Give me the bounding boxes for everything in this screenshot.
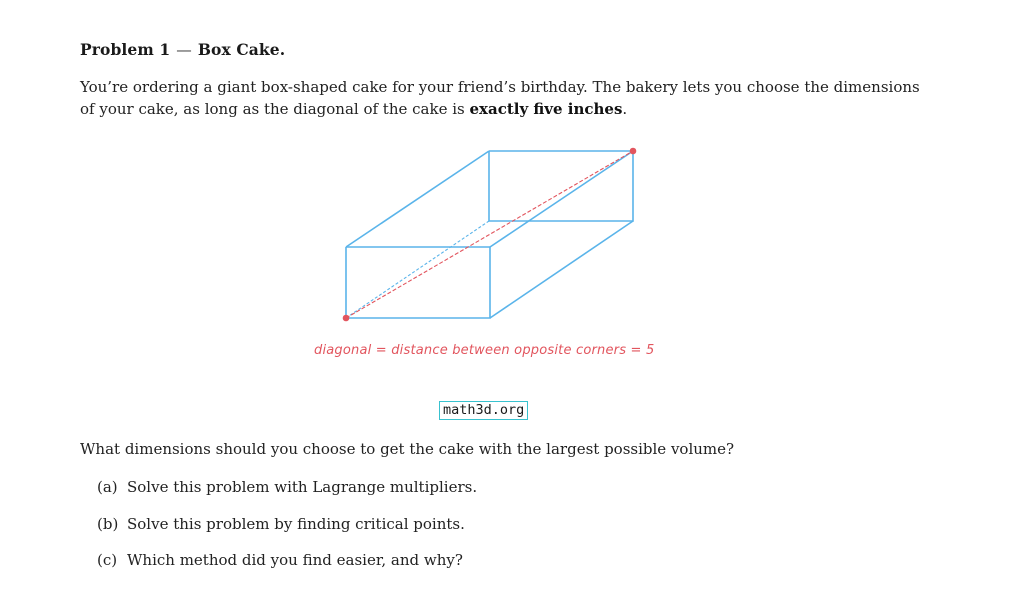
problem-label: Problem 1 <box>80 40 171 59</box>
edge-top-left <box>346 151 489 247</box>
diagonal-annotation: diagonal = distance between opposite corners = 5 <box>314 343 655 358</box>
box-diagram <box>300 140 700 370</box>
statement-end: . <box>622 100 628 118</box>
part-c <box>97 549 477 586</box>
part-a <box>97 476 477 513</box>
statement-emphasis: exactly five inches <box>469 100 623 118</box>
part-b <box>97 513 477 550</box>
part-c-marker: (c) <box>97 551 118 569</box>
problem-statement <box>80 76 930 120</box>
part-a-marker: (a) <box>97 478 118 496</box>
hidden-edge <box>346 221 489 318</box>
front-face <box>346 247 490 318</box>
part-b-text: Solve this problem by finding critical points. <box>127 514 465 533</box>
problem-title: Box Cake. <box>197 40 286 59</box>
edge-top-right <box>490 151 633 247</box>
parts-list <box>97 476 477 586</box>
part-a-text: Solve this problem with Lagrange multipliers. <box>127 478 478 496</box>
title-dash: — <box>176 41 192 59</box>
math3d-link[interactable]: math3d.org <box>439 401 528 420</box>
part-c-text: Which method did you find easier, and why? <box>127 551 463 569</box>
question-text: What dimensions should you choose to get the cake with the largest possible volume? <box>80 440 735 458</box>
edge-bottom-right <box>490 221 633 318</box>
problem-header <box>80 40 285 59</box>
box-diagram-svg <box>300 140 700 370</box>
statement-text: You’re ordering a giant box-shaped cake for your friend’s birthday. The bakery lets you choose the dimensions of your cake, as long as the diagonal of the cake is <box>80 78 920 118</box>
corner-dot-near <box>343 315 350 322</box>
part-b-marker: (b) <box>97 514 119 533</box>
corner-dot-far <box>630 148 637 155</box>
back-face <box>489 151 633 221</box>
